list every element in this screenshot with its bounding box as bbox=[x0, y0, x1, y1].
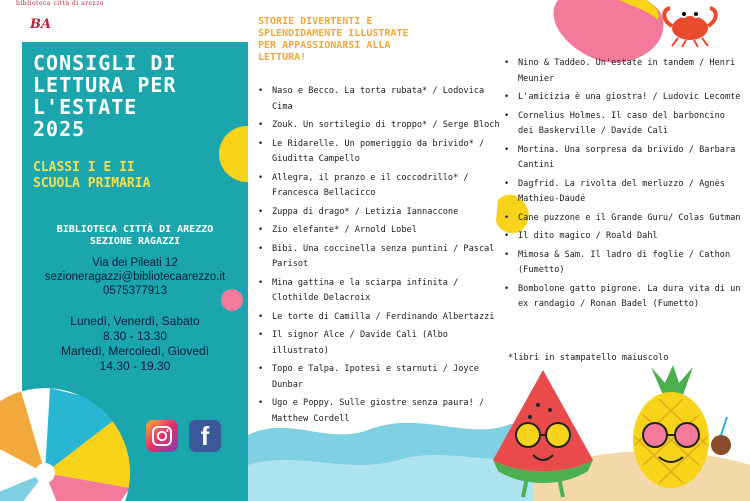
list-item: • Bombolone gatto pigrone. La dura vita di un ex randagio / Ronan Badel (Fumetto) bbox=[504, 283, 741, 309]
intro-heading: STORIE DIVERTENTI E SPLENDIDAMENTE ILLUSTRATE PER APPASSIONARSI ALLA LETTURA! bbox=[258, 16, 409, 63]
logo-top-text: biblioteca città di arezzo bbox=[16, 0, 105, 7]
right-panel bbox=[248, 0, 750, 501]
list-item: • Il dito magico / Roald Dahl bbox=[504, 231, 658, 241]
book-list-right bbox=[504, 56, 744, 316]
list-item: • Allegra, il pranzo e il coccodrillo* / Francesca Bellacicco bbox=[258, 172, 469, 198]
list-item: • Bibi. Una coccinella senza puntini / Pascal Parisot bbox=[258, 243, 495, 269]
page-title: CONSIGLI DI LETTURA PER L'ESTATE 2025 bbox=[33, 51, 177, 141]
logo-monogram: BA bbox=[30, 17, 52, 32]
list-item: • Mortina. Una sorpresa da brivido / Barbara Cantini bbox=[504, 144, 736, 170]
list-item: • Nino & Taddeo. Un'estate in tandem / Henri Meunier bbox=[504, 58, 736, 84]
list-item: • Le torte di Camilla / Ferdinando Albertazzi bbox=[258, 311, 495, 322]
page-subtitle: CLASSI I E II SCUOLA PRIMARIA bbox=[33, 160, 151, 191]
list-item: • Dagfrid. La rivolta del merluzzo / Agnès Mathieu-Daudé bbox=[504, 178, 725, 204]
list-item: • Cornelius Holmes. Il caso del barboncino dei Baskerville / Davide Calì bbox=[504, 110, 725, 136]
opening-hours: Lunedì, Venerdì, Sabato 8.30 - 13.30 Martedì, Mercoledì, Giovedì 14.30 - 19.30 bbox=[60, 314, 210, 373]
pineapple-icon bbox=[603, 365, 743, 501]
phone-number[interactable]: 0575377913 bbox=[103, 285, 167, 297]
facebook-icon[interactable]: f bbox=[189, 420, 221, 452]
list-item: • Ugo e Poppy. Sulle giostre senza paura! / Matthew Cordell bbox=[258, 398, 485, 424]
list-item: • Cane puzzone e il Grande Guru/ Colas Gutman bbox=[504, 212, 741, 223]
book-list-left bbox=[258, 84, 502, 430]
list-item: • Il signor Alce / Davide Calì (Albo illustrato) bbox=[258, 330, 448, 356]
address: Via dei Pileati 12 bbox=[92, 257, 178, 269]
email-link[interactable]: sezioneragazzi@bibliotecaarezzo.it bbox=[44, 271, 226, 283]
library-logo bbox=[10, 0, 110, 40]
decorative-dot bbox=[221, 289, 243, 311]
instagram-icon[interactable] bbox=[146, 420, 178, 452]
list-item: • Zio elefante* / Arnold Lobel bbox=[258, 225, 417, 235]
list-item: • Zuppa di drago* / Letizia Iannaccone bbox=[258, 206, 459, 217]
list-item: • Mina gattina e la sciarpa infinita / Clothilde Delacroix bbox=[258, 277, 459, 303]
crab-icon bbox=[660, 0, 720, 48]
list-item: • L'amicizia è una giostra! / Ludovic Lecomte bbox=[504, 92, 741, 102]
list-item: • Le Ridarelle. Un pomeriggio da brivido* / Giuditta Campello bbox=[258, 138, 485, 164]
left-panel bbox=[0, 0, 248, 501]
list-item: • Mimosa & Sam. Il ladro di foglie / Cathon (Fumetto) bbox=[504, 249, 731, 275]
list-item: • Zouk. Un sortilegio di troppo* / Serge Bloch bbox=[258, 120, 500, 130]
watermelon-icon bbox=[488, 365, 598, 501]
list-item: • Topo e Talpa. Ipotesi e starnuti / Joyce Dunbar bbox=[258, 364, 479, 390]
list-item: • Naso e Becco. La torta rubata* / Lodovica Cima bbox=[258, 86, 485, 112]
contact-info bbox=[22, 256, 248, 298]
footnote: *libri in stampatello maiuscolo bbox=[508, 353, 669, 363]
library-name: BIBLIOTECA CITTÀ DI AREZZO SEZIONE RAGAZZI bbox=[56, 224, 214, 247]
